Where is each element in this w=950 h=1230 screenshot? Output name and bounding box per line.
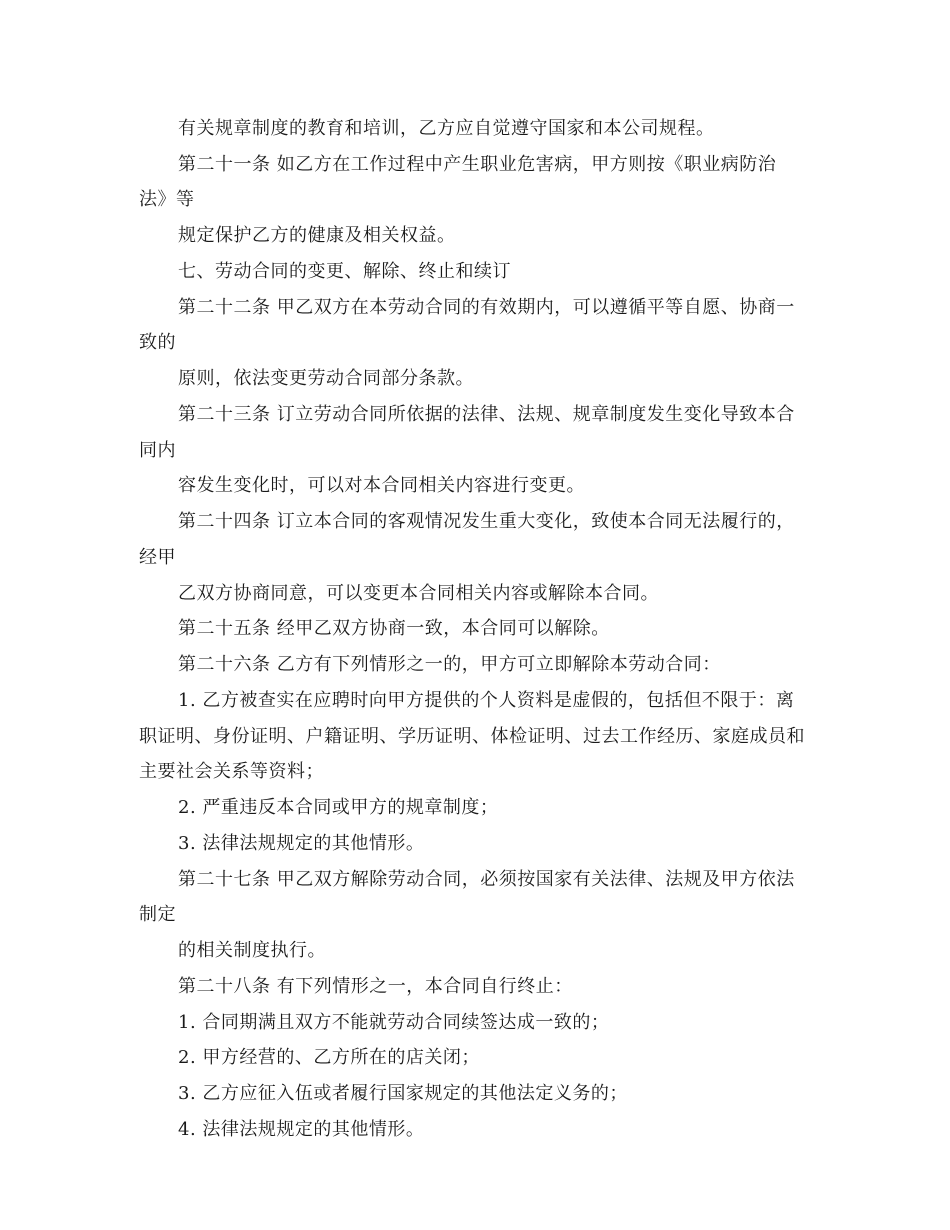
- list-item: 2. 严重违反本合同或甲方的规章制度；: [178, 797, 499, 818]
- paragraph-line: 乙双方协商同意，可以变更本合同相关内容或解除本合同。: [178, 583, 659, 604]
- paragraph-line: 容发生变化时，可以对本合同相关内容进行变更。: [178, 475, 585, 496]
- clause-28-line: 第二十八条 有下列情形之一，本合同自行终止：: [178, 976, 573, 997]
- paragraph-line: 法》等: [139, 189, 195, 210]
- list-item: 3. 法律法规规定的其他情形。: [178, 833, 425, 854]
- paragraph-line: 致的: [139, 332, 176, 353]
- paragraph-line: 有关规章制度的教育和培训，乙方应自觉遵守国家和本公司规程。: [178, 118, 715, 139]
- paragraph-line: 规定保护乙方的健康及相关权益。: [178, 225, 456, 246]
- clause-26-line: 第二十六条 乙方有下列情形之一的，甲方可立即解除本劳动合同：: [178, 654, 721, 675]
- clause-23-line: 第二十三条 订立劳动合同所依据的法律、法规、规章制度发生变化导致本合: [178, 404, 795, 425]
- list-item: 1. 合同期满且双方不能就劳动合同续签达成一致的；: [178, 1012, 610, 1033]
- paragraph-line: 的相关制度执行。: [178, 940, 326, 961]
- list-item: 2. 甲方经营的、乙方所在的店关闭；: [178, 1047, 480, 1068]
- paragraph-line: 同内: [139, 440, 176, 461]
- list-item: 3. 乙方应征入伍或者履行国家规定的其他法定义务的；: [178, 1083, 628, 1104]
- paragraph-line: 原则，依法变更劳动合同部分条款。: [178, 368, 474, 389]
- section-heading: 七、劳动合同的变更、解除、终止和续订: [178, 261, 511, 282]
- paragraph-line: 制定: [139, 904, 176, 925]
- paragraph-line: 经甲: [139, 547, 176, 568]
- paragraph-line: 主要社会关系等资料；: [139, 761, 324, 782]
- clause-24-line: 第二十四条 订立本合同的客观情况发生重大变化，致使本合同无法履行的，: [178, 511, 795, 532]
- clause-22-line: 第二十二条 甲乙双方在本劳动合同的有效期内，可以遵循平等自愿、协商一: [178, 297, 795, 318]
- clause-25-line: 第二十五条 经甲乙双方协商一致，本合同可以解除。: [178, 618, 610, 639]
- paragraph-line: 职证明、身份证明、户籍证明、学历证明、体检证明、过去工作经历、家庭成员和: [139, 726, 805, 747]
- clause-21-line: 第二十一条 如乙方在工作过程中产生职业危害病，甲方则按《职业病防治: [178, 154, 777, 175]
- list-item: 1. 乙方被查实在应聘时向甲方提供的个人资料是虚假的，包括但不限于：离: [178, 690, 795, 711]
- clause-27-line: 第二十七条 甲乙双方解除劳动合同，必须按国家有关法律、法规及甲方依法: [178, 869, 795, 890]
- list-item: 4. 法律法规规定的其他情形。: [178, 1119, 425, 1140]
